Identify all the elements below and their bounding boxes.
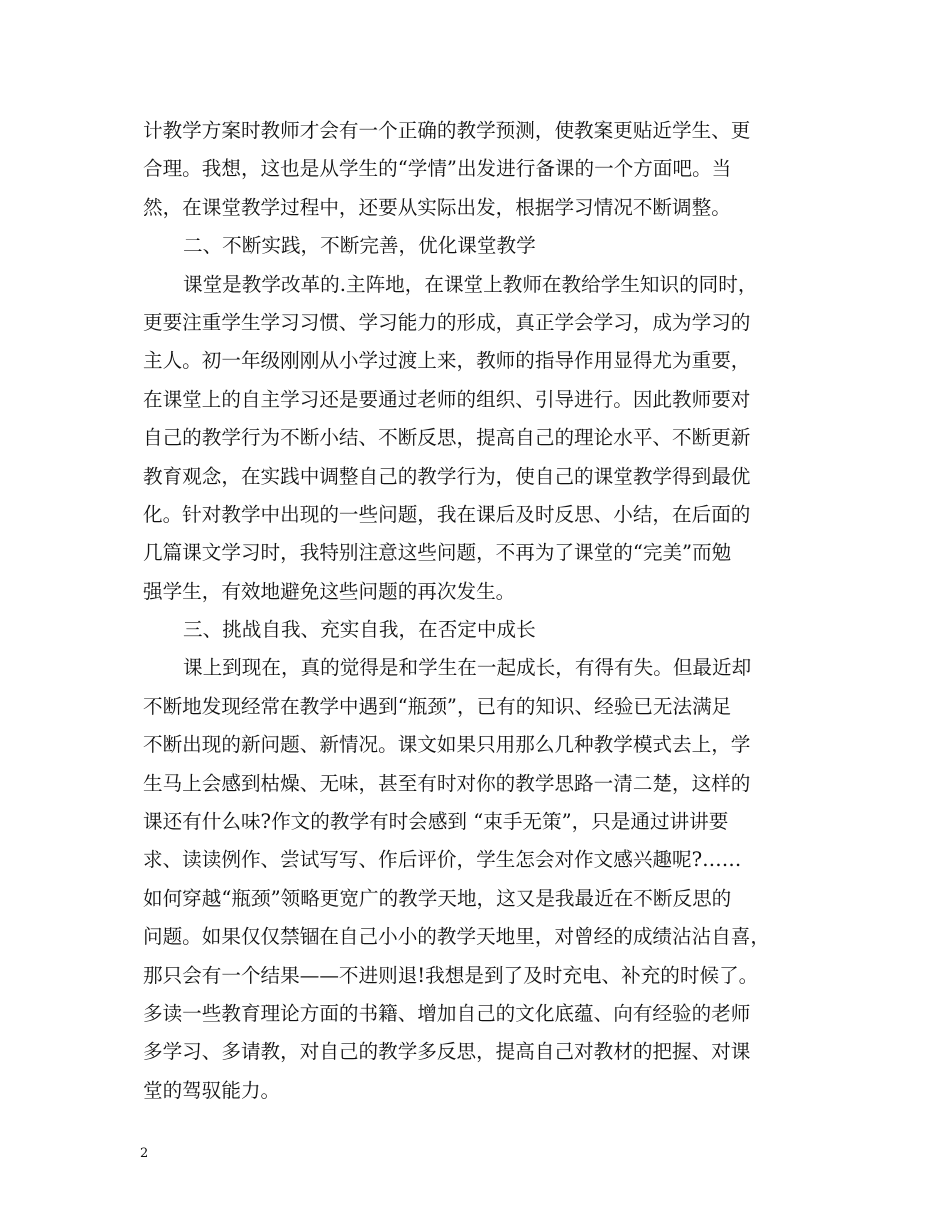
text-line: 多读一些教育理论方面的书籍、增加自己的文化底蕴、向有经验的老师: [143, 1001, 751, 1025]
text-line: 生马上会感到枯燥、无味，甚至有时对你的教学思路一清二楚，这样的: [143, 771, 751, 795]
text-line: 课上到现在，真的觉得是和学生在一起成长，有得有失。但最近却: [183, 656, 752, 680]
text-line: 如何穿越“瓶颈”领略更宽广的教学天地，这又是我最近在不断反思的: [143, 886, 732, 910]
page-number: 2: [140, 1146, 149, 1161]
text-line: 求、读读例作、尝试写写、作后评价，学生怎会对作文感兴趣呢?……: [143, 848, 742, 872]
text-line: 不断出现的新问题、新情况。课文如果只用那么几种教学模式去上，学: [143, 733, 751, 757]
text-line: 在课堂上的自主学习还是要通过老师的组织、引导进行。因此教师要对: [143, 387, 751, 411]
text-line: 化。针对教学中出现的一些问题，我在课后及时反思、小结，在后面的: [143, 502, 751, 526]
text-line: 合理。我想，这也是从学生的“学情”出发进行备课的一个方面吧。当: [143, 157, 732, 181]
text-line: 几篇课文学习时，我特别注意这些问题，不再为了课堂的“完美”而勉: [143, 541, 732, 565]
text-line: 强学生，有效地避免这些问题的再次发生。: [143, 579, 516, 603]
text-line: 不断地发现经常在教学中遇到“瓶颈”，已有的知识、经验已无法满足: [143, 694, 732, 718]
text-line: 那只会有一个结果——不进则退!我想是到了及时充电、补充的时候了。: [143, 963, 759, 987]
text-line: 堂的驾驭能力。: [143, 1078, 281, 1102]
text-line: 多学习、多请教，对自己的教学多反思，提高自己对教材的把握、对课: [143, 1040, 751, 1064]
text-line: 主人。初一年级刚刚从小学过渡上来，教师的指导作用显得尤为重要，: [143, 349, 751, 373]
text-line: 自己的教学行为不断小结、不断反思，提高自己的理论水平、不断更新: [143, 426, 751, 450]
text-line: 然，在课堂教学过程中，还要从实际出发，根据学习情况不断调整。: [143, 195, 731, 219]
body-text: [143, 112, 823, 1110]
text-line: 课堂是教学改革的.主阵地，在课堂上教师在教给学生知识的同时，: [183, 272, 758, 296]
text-line: 二、不断实践，不断完善，优化课堂教学: [183, 234, 536, 258]
text-line: 更要注重学生学习习惯、学习能力的形成，真正学会学习，成为学习的: [143, 310, 751, 334]
text-line: 计教学方案时教师才会有一个正确的教学预测，使教案更贴近学生、更: [143, 119, 751, 142]
text-line: 课还有什么味?作文的教学有时会感到 “束手无策”，只是通过讲讲要: [143, 810, 729, 834]
text-line: 三、挑战自我、充实自我，在否定中成长: [183, 618, 536, 642]
text-line: 教育观念，在实践中调整自己的教学行为，使自己的课堂教学得到最优: [143, 464, 751, 488]
text-line: 问题。如果仅仅禁锢在自己小小的教学天地里，对曾经的成绩沾沾自喜，: [143, 925, 770, 949]
